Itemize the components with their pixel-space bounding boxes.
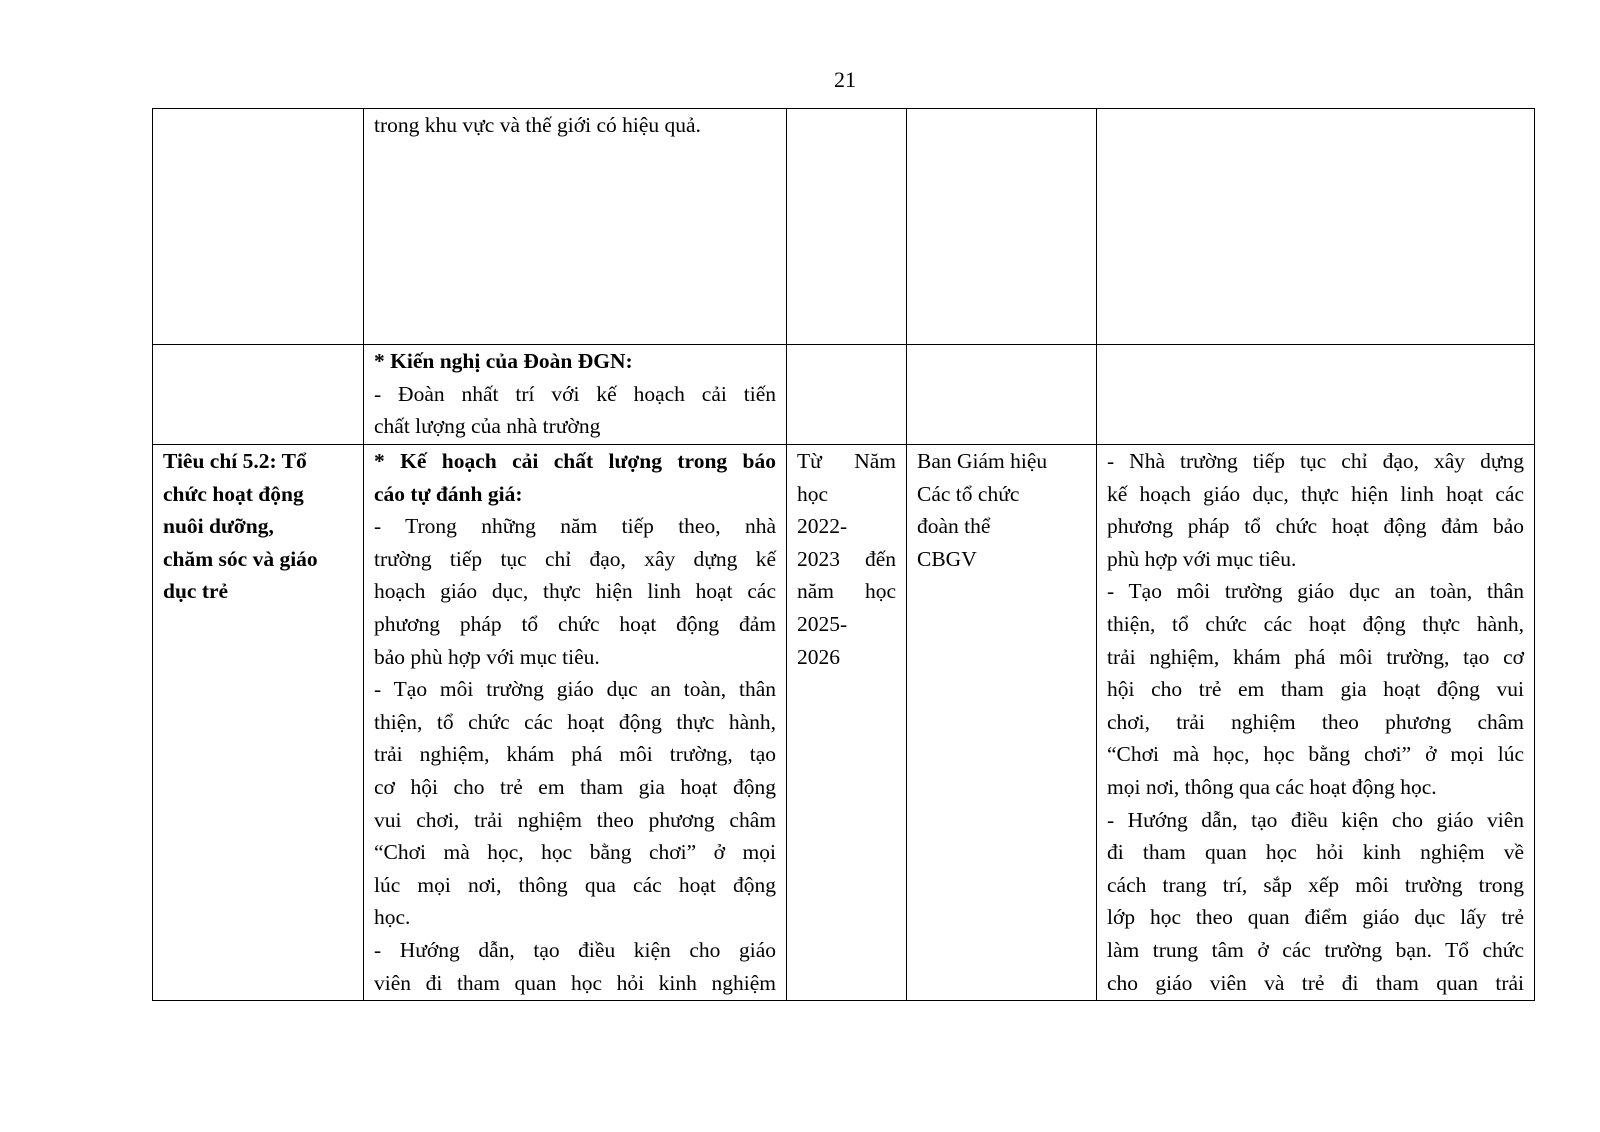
responsible-cell [907,345,1097,445]
measures-line: trải nghiệm, khám phá môi trường, tạo cơ [1107,644,1524,669]
measures-line: - Nhà trường tiếp tục chỉ đạo, xây dựng [1107,449,1524,473]
measures-line: đi tham quan học hỏi kinh nghiệm về [1107,840,1524,865]
page-number: 21 [834,67,856,92]
criterion-title-line: dục trẻ [163,579,229,604]
time-line: Từ Năm [797,449,896,473]
criterion-title-line: chăm sóc và giáo [163,546,318,571]
responsible-line: Ban Giám hiệu [917,449,1048,473]
plan-content-cell [364,109,787,345]
plan-text-line: trong khu vực và thế giới có hiệu quả. [374,113,701,137]
measures-line: - Hướng dẫn, tạo điều kiện cho giáo viên [1107,807,1524,832]
responsible-line: CBGV [917,546,977,571]
measures-line: phù hợp với mục tiêu. [1107,546,1297,571]
plan-text-line: - Đoàn nhất trí với kế hoạch cải tiến [374,381,776,406]
measures-line: “Chơi mà học, học bằng chơi” ở mọi lúc [1107,742,1524,767]
table-row [153,109,1535,345]
measures-line: mọi nơi, thông qua các hoạt động học. [1107,774,1437,799]
measures-line: cách trang trí, sắp xếp môi trường trong [1107,872,1524,897]
time-cell [787,445,907,1001]
plan-text-line: lúc mọi nơi, thông qua các hoạt động [374,872,776,897]
plan-text-line: - Tạo môi trường giáo dục an toàn, thân [374,677,776,702]
recommendation-heading: * Kiến nghị của Đoàn ĐGN: [374,349,633,373]
plan-text-line: bảo phù hợp với mục tiêu. [374,644,600,669]
measures-line: kế hoạch giáo dục, thực hiện linh hoạt các [1107,481,1524,506]
measures-cell [1097,109,1535,345]
measures-line: cho giáo viên và trẻ đi tham quan trải [1107,970,1524,995]
plan-text-line: vui chơi, trải nghiệm theo phương châm [374,807,776,832]
measures-line: lớp học theo quan điểm giáo dục lấy trẻ [1107,905,1524,930]
plan-text-line: học. [374,905,411,930]
criterion-title-line: Tiêu chí 5.2: Tổ [163,449,307,473]
plan-text-line: chất lượng của nhà trường [374,414,601,439]
plan-text-line: hoạch giáo dục, thực hiện linh hoạt các [374,579,776,604]
time-line: 2025- [797,611,848,636]
measures-cell [1097,445,1535,1001]
criterion-cell [153,445,364,1001]
plan-text-line: - Trong những năm tiếp theo, nhà [374,514,776,539]
plan-text-line: “Chơi mà học, học bằng chơi” ở mọi [374,840,776,865]
time-line: 2023 đến [797,546,896,571]
criterion-cell [153,109,364,345]
measures-line: hội cho trẻ em tham gia hoạt động vui [1107,677,1524,702]
plan-text-line: trường tiếp tục chỉ đạo, xây dựng kế [374,546,776,571]
plan-text-line: trải nghiệm, khám phá môi trường, tạo [374,742,776,767]
responsible-cell [907,109,1097,345]
time-line: 2026 [797,644,840,669]
measures-line: chơi, trải nghiệm theo phương châm [1107,709,1524,734]
measures-cell [1097,345,1535,445]
time-line: học [797,481,829,506]
plan-heading-line: * Kế hoạch cải chất lượng trong báo [374,449,776,473]
responsible-cell [907,445,1097,1001]
plan-heading-line: cáo tự đánh giá: [374,481,523,506]
plan-text-line: viên đi tham quan học hỏi kinh nghiệm [374,970,776,995]
responsible-line: đoàn thể [917,514,991,539]
measures-line: thiện, tổ chức các hoạt động thực hành, [1107,611,1524,636]
improvement-plan-table [152,108,1535,1001]
measures-line: làm trung tâm ở các trường bạn. Tổ chức [1107,937,1524,962]
measures-line: phương pháp tổ chức hoạt động đảm bảo [1107,514,1524,539]
plan-text-line: phương pháp tổ chức hoạt động đảm [374,611,776,636]
plan-text-line: cơ hội cho trẻ em tham gia hoạt động [374,774,776,799]
criterion-title-line: nuôi dưỡng, [163,514,274,539]
measures-line: - Tạo môi trường giáo dục an toàn, thân [1107,579,1524,604]
plan-content-cell [364,345,787,445]
table-row [153,345,1535,445]
time-cell [787,109,907,345]
responsible-line: Các tổ chức [917,481,1020,506]
plan-content-cell [364,445,787,1001]
table-row [153,445,1535,1001]
plan-text-line: - Hướng dẫn, tạo điều kiện cho giáo [374,937,776,962]
time-line: 2022- [797,514,848,539]
criterion-title-line: chức hoạt động [163,481,304,506]
time-line: năm học [797,579,896,604]
time-cell [787,345,907,445]
criterion-cell [153,345,364,445]
plan-text-line: thiện, tổ chức các hoạt động thực hành, [374,709,776,734]
